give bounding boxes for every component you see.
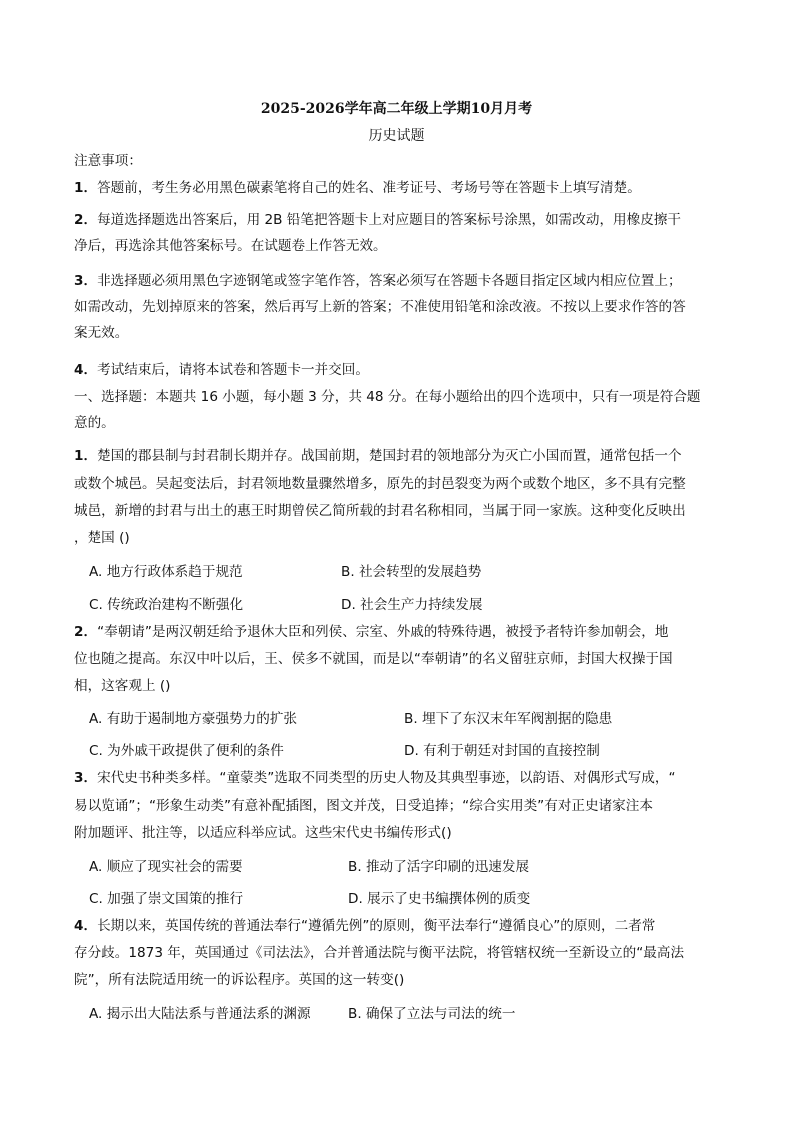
question-4-option-b[interactable]: B. 确保了立法与司法的统一	[348, 1006, 516, 1022]
question-3-option-a[interactable]: A. 顺应了现实社会的需要	[89, 859, 243, 875]
question-4-line-2: 存分歧。1873 年，英国通过《司法法》，合并普通法院与衡平法院，将管辖权统一至新设立的“最高法	[74, 945, 685, 961]
question-2-option-a[interactable]: A. 有助于遏制地方豪强势力的扩张	[89, 711, 298, 727]
exam-subtitle: 历史试题	[368, 128, 425, 144]
question-2-option-d[interactable]: D. 有利于朝廷对封国的直接控制	[404, 743, 600, 759]
exam-title: 2025-2026学年高二年级上学期10月月考	[260, 101, 533, 117]
question-4: 4．长期以来，英国传统的普通法奉行“遵循先例”的原则，衡平法奉行“遵循良心”的原则，二者常	[74, 918, 656, 934]
question-1-line-3: 城邑，新增的封君与出土的惠王时期曾侯乙简所载的封君名称相同，当属于同一家族。这种变化反映出	[74, 503, 686, 519]
question-1-line-2: 或数个城邑。吴起变法后，封君领地数量骤然增多，原先的封邑裂变为两个或数个地区，多不具有完整	[74, 476, 686, 492]
question-4-option-a[interactable]: A. 揭示出大陆法系与普通法系的渊源	[89, 1006, 311, 1022]
question-2-option-b[interactable]: B. 埋下了东汉末年军阀割据的隐患	[404, 711, 613, 727]
question-1-option-c[interactable]: C. 传统政治建构不断强化	[89, 597, 244, 613]
notice-item-3: 3．非选择题必须用黑色字迹钢笔或签字笔作答，答案必须写在答题卡各题目指定区域内相应位置上；	[74, 273, 682, 289]
question-2-line-3: 相，这客观上 ()	[74, 678, 171, 694]
notice-item-2: 2．每道选择题选出答案后，用 2B 铅笔把答题卡上对应题目的答案标号涂黑，如需改动，用橡皮擦干	[74, 212, 682, 228]
question-3-line-2: 易以览诵”；“形象生动类”有意补配插图，图文并茂，日受追捧；“综合实用类”有对正史诸家注本	[74, 798, 653, 814]
notice-item-4: 4．考试结束后，请将本试卷和答题卡一并交回。	[74, 362, 369, 378]
question-4-line-3: 院”，所有法院适用统一的诉讼程序。英国的这一转变()	[74, 972, 405, 988]
question-1-line-4: ，楚国 ()	[74, 530, 130, 546]
question-2: 2．“奉朝请”是两汉朝廷给予退休大臣和列侯、宗室、外戚的特殊待遇，被授予者特许参加朝会，地	[74, 624, 669, 640]
question-1-option-a[interactable]: A. 地方行政体系趋于规范	[89, 564, 243, 580]
question-3-line-3: 附加题评、批注等，以适应科举应试。这些宋代史书编传形式()	[74, 825, 452, 841]
notice-heading: 注意事项：	[74, 153, 142, 169]
notice-item-2-cont: 净后，再选涂其他答案标号。在试题卷上作答无效。	[74, 238, 387, 254]
question-3-option-c[interactable]: C. 加强了崇文国策的推行	[89, 891, 244, 907]
question-3: 3．宋代史书种类多样。“童蒙类”选取不同类型的历史人物及其典型事迹，以韵语、对偶形式写成，“	[74, 770, 676, 786]
notice-item-1: 1．答题前，考生务必用黑色碳素笔将自己的姓名、准考证号、考场号等在答题卡上填写清楚。	[74, 180, 641, 196]
question-3-option-d[interactable]: D. 展示了史书编撰体例的质变	[348, 891, 531, 907]
question-1: 1．楚国的郡县制与封君制长期并存。战国前期，楚国封君的领地部分为灭亡小国而置，通常包括一个	[74, 448, 682, 464]
notice-item-3-cont-2: 案无效。	[74, 325, 129, 341]
question-2-option-c[interactable]: C. 为外戚干政提供了便利的条件	[89, 743, 284, 759]
question-1-option-d[interactable]: D. 社会生产力持续发展	[341, 597, 483, 613]
question-2-line-2: 位也随之提高。东汉中叶以后，王、侯多不就国，而是以“奉朝请”的名义留驻京师，封国大权操于国	[74, 651, 673, 667]
section-heading-cont: 意的。	[74, 415, 115, 431]
question-3-option-b[interactable]: B. 推动了活字印刷的迅速发展	[348, 859, 530, 875]
notice-item-3-cont-1: 如需改动，先划掉原来的答案，然后再写上新的答案；不准使用铅笔和涂改液。不按以上要求作答的答	[74, 299, 686, 315]
question-1-option-b[interactable]: B. 社会转型的发展趋势	[341, 564, 482, 580]
section-heading: 一、选择题：本题共 16 小题，每小题 3 分，共 48 分。在每小题给出的四个选项中，只有一项是符合题	[74, 389, 701, 405]
